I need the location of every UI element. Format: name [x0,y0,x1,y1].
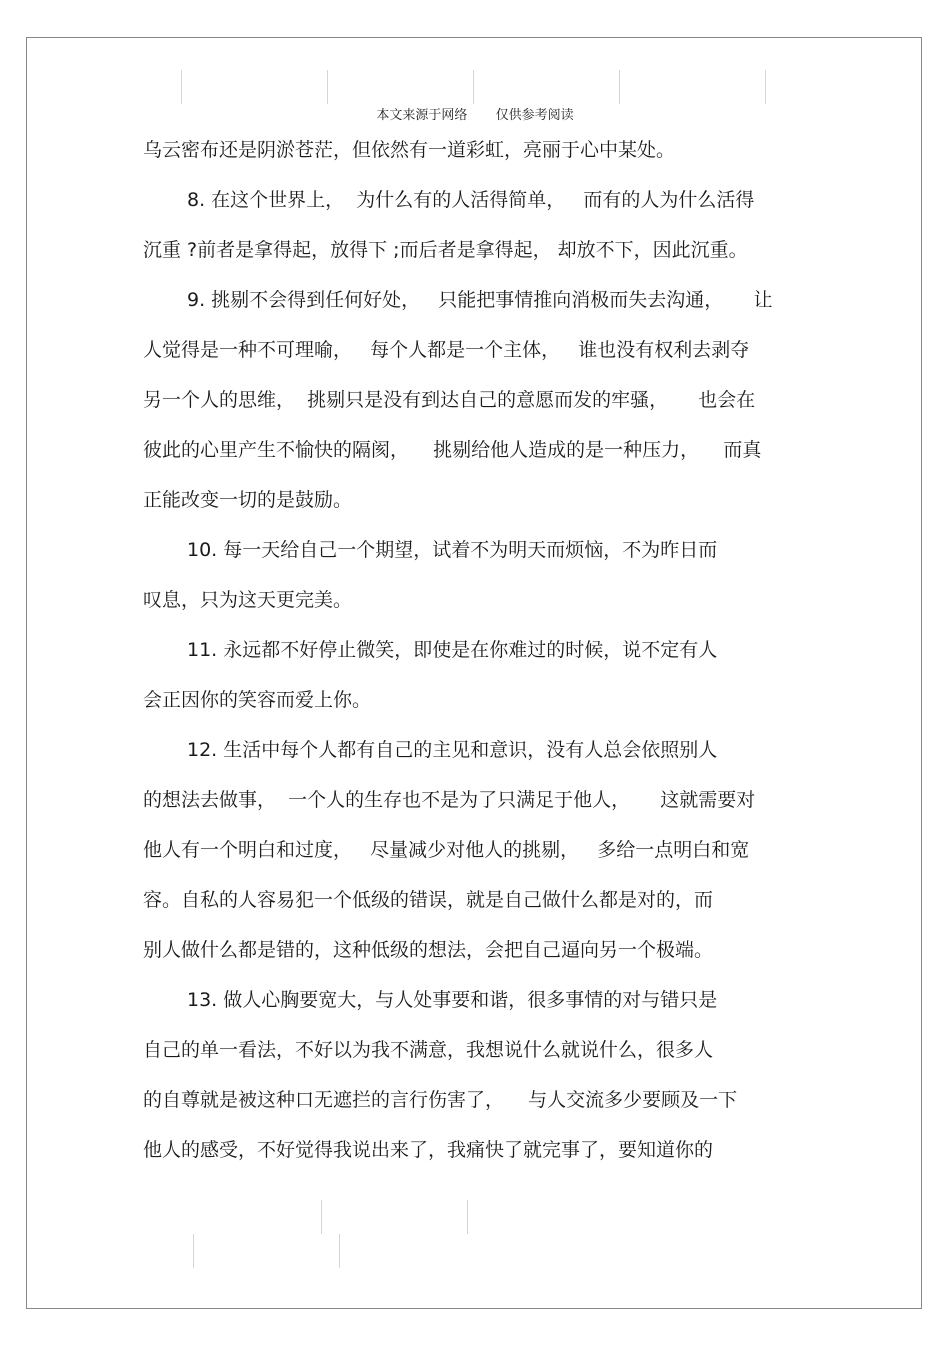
decor-line [765,70,766,104]
text-line: 别人做什么都是错的，这种低级的想法，会把自己逼向另一个极端。 [143,939,714,961]
decor-line [327,70,328,104]
decor-line [467,1200,468,1234]
text-line: 12. 生活中每个人都有自己的主见和意识，没有人总会依照别人 [187,739,718,761]
text-line: 彼此的心里产生不愉快的隔阂， 挑剔给他人造成的是一种压力， 而真 [143,439,762,461]
document-body [143,125,809,1175]
text-line: 9. 挑剔不会得到任何好处， 只能把事情推向消极而失去沟通， 让 [187,289,773,311]
text-line: 自己的单一看法，不好以为我不满意，我想说什么就说什么，很多人 [143,1039,714,1061]
text-line: 会正因你的笑容而爱上你。 [143,689,372,711]
text-line: 13. 做人心胸要宽大，与人处事要和谐，很多事情的对与错只是 [187,989,718,1011]
decor-line [321,1200,322,1234]
text-line: 10. 每一天给自己一个期望，试着不为明天而烦恼，不为昨日而 [187,539,718,561]
decor-line [181,70,182,104]
decor-line [619,70,620,104]
text-line: 的想法去做事， 一个人的生存也不是为了只满足于他人， 这就需要对 [143,789,756,811]
text-line: 人觉得是一种不可理喻， 每个人都是一个主体， 谁也没有权利去剥夺 [143,339,750,361]
reference-note: 仅供参考阅读 [495,108,574,123]
text-line: 乌云密布还是阴淤苍茫，但依然有一道彩虹，亮丽于心中某处。 [143,139,676,161]
text-line: 的自尊就是被这种口无遮拦的言行伤害了， 与人交流多少要顾及一下 [143,1089,738,1111]
decor-line [339,1234,340,1268]
text-line: 另一个人的思维， 挑剔只是没有到达自己的意愿而发的牢骚， 也会在 [143,389,756,411]
header-note [0,104,950,123]
text-line: 叹息，只为这天更完美。 [143,589,353,611]
decor-line [473,70,474,104]
text-line: 11. 永远都不好停止微笑，即使是在你难过的时候，说不定有人 [187,639,718,661]
text-line: 8. 在这个世界上， 为什么有的人活得简单， 而有的人为什么活得 [187,189,755,211]
text-line: 沉重 ?前者是拿得起，放得下 ;而后者是拿得起， 却放不下，因此沉重。 [143,239,748,261]
text-line: 他人的感受，不好觉得我说出来了，我痛快了就完事了，要知道你的 [143,1139,714,1161]
text-line: 正能改变一切的是鼓励。 [143,489,353,511]
text-line: 容。自私的人容易犯一个低级的错误，就是自己做什么都是对的，而 [143,889,714,911]
source-note: 本文来源于网络 [376,108,468,123]
decor-line [193,1234,194,1268]
text-line: 他人有一个明白和过度， 尽量减少对他人的挑剔， 多给一点明白和宽 [143,839,750,861]
